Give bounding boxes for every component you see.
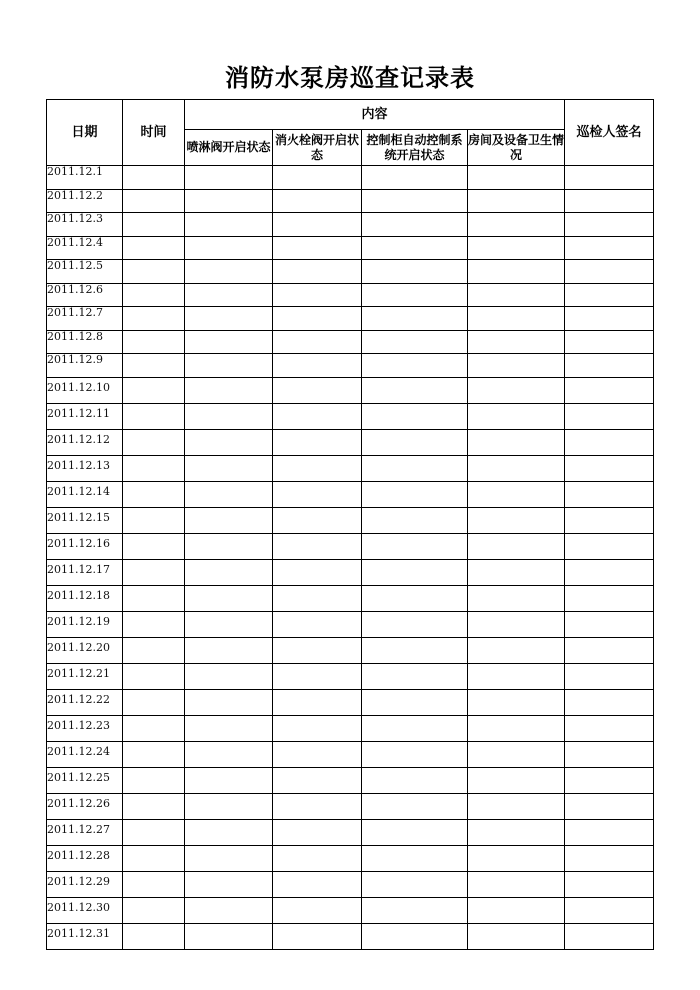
control-cabinet-cell[interactable] (362, 533, 468, 559)
control-cabinet-cell[interactable] (362, 189, 468, 213)
control-cabinet-cell[interactable] (362, 663, 468, 689)
date-cell (47, 533, 123, 559)
time-cell[interactable] (123, 637, 185, 663)
sprinkler-valve-cell[interactable] (185, 871, 273, 897)
room-hygiene-cell[interactable] (468, 377, 565, 403)
date-text: 2011.12.29 (47, 874, 110, 888)
header-time: 时间 (123, 100, 185, 166)
hydrant-valve-cell[interactable] (273, 189, 362, 213)
sprinkler-valve-cell[interactable] (185, 715, 273, 741)
date-text: 2011.12.5 (47, 260, 103, 272)
hydrant-valve-cell[interactable] (273, 559, 362, 585)
inspector-signature-cell[interactable] (565, 166, 654, 190)
table-row (47, 403, 654, 429)
date-text: 2011.12.13 (47, 458, 110, 472)
room-hygiene-cell[interactable] (468, 283, 565, 307)
sprinkler-valve-cell[interactable] (185, 637, 273, 663)
time-cell[interactable] (123, 213, 185, 237)
inspector-signature-cell[interactable] (565, 923, 654, 949)
room-hygiene-cell[interactable] (468, 897, 565, 923)
inspector-signature-cell[interactable] (565, 455, 654, 481)
time-cell[interactable] (123, 871, 185, 897)
room-hygiene-cell[interactable] (468, 637, 565, 663)
hydrant-valve-cell[interactable] (273, 283, 362, 307)
date-text: 2011.12.27 (47, 822, 110, 836)
table-row (47, 923, 654, 949)
date-cell (47, 611, 123, 637)
date-text: 2011.12.7 (47, 307, 103, 319)
control-cabinet-cell[interactable] (362, 715, 468, 741)
hydrant-valve-cell[interactable] (273, 871, 362, 897)
sprinkler-valve-cell[interactable] (185, 429, 273, 455)
table-row (47, 377, 654, 403)
date-text: 2011.12.31 (47, 926, 110, 940)
inspector-signature-cell[interactable] (565, 260, 654, 284)
room-hygiene-cell[interactable] (468, 767, 565, 793)
table-row (47, 429, 654, 455)
header-inspector: 巡检人签名 (565, 100, 654, 166)
date-text: 2011.12.3 (47, 213, 103, 225)
table-row (47, 236, 654, 260)
control-cabinet-cell[interactable] (362, 585, 468, 611)
sprinkler-valve-cell[interactable] (185, 189, 273, 213)
date-cell (47, 330, 123, 354)
time-cell[interactable] (123, 819, 185, 845)
hydrant-valve-cell[interactable] (273, 793, 362, 819)
date-text: 2011.12.18 (47, 588, 110, 602)
table-row (47, 455, 654, 481)
hydrant-valve-cell[interactable] (273, 507, 362, 533)
date-text: 2011.12.6 (47, 283, 103, 296)
date-cell (47, 307, 123, 331)
date-text: 2011.12.10 (47, 380, 110, 394)
date-cell (47, 871, 123, 897)
date-cell (47, 689, 123, 715)
hydrant-valve-cell[interactable] (273, 741, 362, 767)
sprinkler-valve-cell[interactable] (185, 330, 273, 354)
inspector-signature-cell[interactable] (565, 283, 654, 307)
hydrant-valve-cell[interactable] (273, 845, 362, 871)
table-row (47, 637, 654, 663)
time-cell[interactable] (123, 533, 185, 559)
inspector-signature-cell[interactable] (565, 585, 654, 611)
time-cell[interactable] (123, 307, 185, 331)
time-cell[interactable] (123, 611, 185, 637)
room-hygiene-cell[interactable] (468, 715, 565, 741)
control-cabinet-cell[interactable] (362, 429, 468, 455)
date-text: 2011.12.28 (47, 848, 110, 862)
date-cell (47, 481, 123, 507)
table-row (47, 354, 654, 378)
time-cell[interactable] (123, 283, 185, 307)
hydrant-valve-cell[interactable] (273, 663, 362, 689)
date-cell (47, 213, 123, 237)
hydrant-valve-cell[interactable] (273, 403, 362, 429)
control-cabinet-cell[interactable] (362, 611, 468, 637)
hydrant-valve-cell[interactable] (273, 897, 362, 923)
time-cell[interactable] (123, 429, 185, 455)
sprinkler-valve-cell[interactable] (185, 354, 273, 378)
sprinkler-valve-cell[interactable] (185, 213, 273, 237)
room-hygiene-cell[interactable] (468, 236, 565, 260)
control-cabinet-cell[interactable] (362, 923, 468, 949)
time-cell[interactable] (123, 767, 185, 793)
sprinkler-valve-cell[interactable] (185, 533, 273, 559)
control-cabinet-cell[interactable] (362, 793, 468, 819)
inspector-signature-cell[interactable] (565, 897, 654, 923)
date-cell (47, 793, 123, 819)
inspector-signature-cell[interactable] (565, 377, 654, 403)
date-cell (47, 429, 123, 455)
time-cell[interactable] (123, 330, 185, 354)
room-hygiene-cell[interactable] (468, 307, 565, 331)
control-cabinet-cell[interactable] (362, 845, 468, 871)
control-cabinet-cell[interactable] (362, 260, 468, 284)
sprinkler-valve-cell[interactable] (185, 897, 273, 923)
sprinkler-valve-cell[interactable] (185, 481, 273, 507)
date-cell (47, 767, 123, 793)
sprinkler-valve-cell[interactable] (185, 585, 273, 611)
inspector-signature-cell[interactable] (565, 767, 654, 793)
control-cabinet-cell[interactable] (362, 741, 468, 767)
date-text: 2011.12.22 (47, 692, 110, 706)
sprinkler-valve-cell[interactable] (185, 455, 273, 481)
control-cabinet-cell[interactable] (362, 481, 468, 507)
room-hygiene-cell[interactable] (468, 533, 565, 559)
sprinkler-valve-cell[interactable] (185, 559, 273, 585)
inspector-signature-cell[interactable] (565, 559, 654, 585)
date-text: 2011.12.20 (47, 640, 110, 654)
date-cell (47, 377, 123, 403)
inspector-signature-cell[interactable] (565, 871, 654, 897)
room-hygiene-cell[interactable] (468, 189, 565, 213)
control-cabinet-cell[interactable] (362, 330, 468, 354)
date-cell (47, 819, 123, 845)
control-cabinet-cell[interactable] (362, 236, 468, 260)
date-cell (47, 455, 123, 481)
date-text: 2011.12.15 (47, 510, 110, 524)
hydrant-valve-cell[interactable] (273, 213, 362, 237)
control-cabinet-cell[interactable] (362, 354, 468, 378)
time-cell[interactable] (123, 403, 185, 429)
table-row (47, 897, 654, 923)
sprinkler-valve-cell[interactable] (185, 663, 273, 689)
room-hygiene-cell[interactable] (468, 663, 565, 689)
control-cabinet-cell[interactable] (362, 507, 468, 533)
room-hygiene-cell[interactable] (468, 793, 565, 819)
sprinkler-valve-cell[interactable] (185, 260, 273, 284)
date-text: 2011.12.30 (47, 900, 110, 914)
room-hygiene-cell[interactable] (468, 429, 565, 455)
inspector-signature-cell[interactable] (565, 236, 654, 260)
header-room-hygiene: 房间及设备卫生情况 (468, 130, 565, 166)
room-hygiene-cell[interactable] (468, 260, 565, 284)
control-cabinet-cell[interactable] (362, 871, 468, 897)
hydrant-valve-cell[interactable] (273, 819, 362, 845)
date-text: 2011.12.19 (47, 614, 110, 628)
date-text: 2011.12.9 (47, 354, 103, 366)
sprinkler-valve-cell[interactable] (185, 377, 273, 403)
header-hydrant-valve: 消火栓阀开启状态 (273, 130, 362, 166)
time-cell[interactable] (123, 845, 185, 871)
date-text: 2011.12.16 (47, 536, 110, 550)
date-text: 2011.12.1 (47, 166, 103, 178)
hydrant-valve-cell[interactable] (273, 533, 362, 559)
inspector-signature-cell[interactable] (565, 507, 654, 533)
date-cell (47, 585, 123, 611)
table-row (47, 307, 654, 331)
time-cell[interactable] (123, 689, 185, 715)
inspector-signature-cell[interactable] (565, 213, 654, 237)
date-text: 2011.12.25 (47, 770, 110, 784)
date-cell (47, 260, 123, 284)
room-hygiene-cell[interactable] (468, 403, 565, 429)
sprinkler-valve-cell[interactable] (185, 793, 273, 819)
time-cell[interactable] (123, 741, 185, 767)
hydrant-valve-cell[interactable] (273, 455, 362, 481)
sprinkler-valve-cell[interactable] (185, 283, 273, 307)
table-row (47, 611, 654, 637)
table-row (47, 767, 654, 793)
room-hygiene-cell[interactable] (468, 585, 565, 611)
date-text: 2011.12.11 (47, 406, 110, 420)
room-hygiene-cell[interactable] (468, 819, 565, 845)
inspector-signature-cell[interactable] (565, 845, 654, 871)
date-cell (47, 715, 123, 741)
hydrant-valve-cell[interactable] (273, 307, 362, 331)
hydrant-valve-cell[interactable] (273, 923, 362, 949)
hydrant-valve-cell[interactable] (273, 611, 362, 637)
date-cell (47, 845, 123, 871)
inspector-signature-cell[interactable] (565, 481, 654, 507)
date-text: 2011.12.2 (47, 189, 103, 202)
inspector-signature-cell[interactable] (565, 330, 654, 354)
inspector-signature-cell[interactable] (565, 307, 654, 331)
date-cell (47, 559, 123, 585)
time-cell[interactable] (123, 923, 185, 949)
room-hygiene-cell[interactable] (468, 507, 565, 533)
date-text: 2011.12.14 (47, 484, 110, 498)
table-body (47, 166, 654, 950)
hydrant-valve-cell[interactable] (273, 429, 362, 455)
control-cabinet-cell[interactable] (362, 559, 468, 585)
hydrant-valve-cell[interactable] (273, 330, 362, 354)
sprinkler-valve-cell[interactable] (185, 845, 273, 871)
inspector-signature-cell[interactable] (565, 715, 654, 741)
date-text: 2011.12.4 (47, 236, 103, 249)
time-cell[interactable] (123, 585, 185, 611)
date-text: 2011.12.26 (47, 796, 110, 810)
time-cell[interactable] (123, 793, 185, 819)
hydrant-valve-cell[interactable] (273, 767, 362, 793)
sprinkler-valve-cell[interactable] (185, 307, 273, 331)
hydrant-valve-cell[interactable] (273, 715, 362, 741)
control-cabinet-cell[interactable] (362, 455, 468, 481)
sprinkler-valve-cell[interactable] (185, 923, 273, 949)
table-row (47, 819, 654, 845)
room-hygiene-cell[interactable] (468, 871, 565, 897)
room-hygiene-cell[interactable] (468, 611, 565, 637)
control-cabinet-cell[interactable] (362, 637, 468, 663)
room-hygiene-cell[interactable] (468, 354, 565, 378)
date-cell (47, 403, 123, 429)
date-cell (47, 507, 123, 533)
table-row (47, 533, 654, 559)
time-cell[interactable] (123, 897, 185, 923)
room-hygiene-cell[interactable] (468, 166, 565, 190)
sprinkler-valve-cell[interactable] (185, 611, 273, 637)
page-title: 消防水泵房巡查记录表 (225, 64, 475, 92)
time-cell[interactable] (123, 715, 185, 741)
hydrant-valve-cell[interactable] (273, 637, 362, 663)
table-row (47, 715, 654, 741)
time-cell[interactable] (123, 377, 185, 403)
table-row (47, 507, 654, 533)
table-row (47, 741, 654, 767)
control-cabinet-cell[interactable] (362, 283, 468, 307)
sprinkler-valve-cell[interactable] (185, 689, 273, 715)
time-cell[interactable] (123, 481, 185, 507)
sprinkler-valve-cell[interactable] (185, 741, 273, 767)
table-row (47, 793, 654, 819)
sprinkler-valve-cell[interactable] (185, 403, 273, 429)
table-row (47, 663, 654, 689)
time-cell[interactable] (123, 236, 185, 260)
date-text: 2011.12.21 (47, 666, 110, 680)
control-cabinet-cell[interactable] (362, 403, 468, 429)
date-cell (47, 189, 123, 213)
inspector-signature-cell[interactable] (565, 403, 654, 429)
date-cell (47, 663, 123, 689)
inspector-signature-cell[interactable] (565, 611, 654, 637)
control-cabinet-cell[interactable] (362, 213, 468, 237)
date-text: 2011.12.23 (47, 718, 110, 732)
hydrant-valve-cell[interactable] (273, 689, 362, 715)
table-row (47, 689, 654, 715)
inspector-signature-cell[interactable] (565, 429, 654, 455)
inspection-table (46, 99, 654, 950)
table-row (47, 585, 654, 611)
sprinkler-valve-cell[interactable] (185, 767, 273, 793)
control-cabinet-cell[interactable] (362, 689, 468, 715)
inspector-signature-cell[interactable] (565, 663, 654, 689)
date-cell (47, 354, 123, 378)
date-text: 2011.12.12 (47, 432, 110, 446)
inspector-signature-cell[interactable] (565, 689, 654, 715)
time-cell[interactable] (123, 455, 185, 481)
sprinkler-valve-cell[interactable] (185, 819, 273, 845)
room-hygiene-cell[interactable] (468, 741, 565, 767)
sprinkler-valve-cell[interactable] (185, 507, 273, 533)
time-cell[interactable] (123, 166, 185, 190)
sprinkler-valve-cell[interactable] (185, 166, 273, 190)
room-hygiene-cell[interactable] (468, 845, 565, 871)
inspector-signature-cell[interactable] (565, 189, 654, 213)
time-cell[interactable] (123, 507, 185, 533)
room-hygiene-cell[interactable] (468, 689, 565, 715)
inspector-signature-cell[interactable] (565, 741, 654, 767)
room-hygiene-cell[interactable] (468, 923, 565, 949)
hydrant-valve-cell[interactable] (273, 260, 362, 284)
table-row (47, 845, 654, 871)
header-content: 内容 (185, 100, 565, 130)
hydrant-valve-cell[interactable] (273, 354, 362, 378)
room-hygiene-cell[interactable] (468, 455, 565, 481)
inspector-signature-cell[interactable] (565, 819, 654, 845)
control-cabinet-cell[interactable] (362, 819, 468, 845)
control-cabinet-cell[interactable] (362, 307, 468, 331)
hydrant-valve-cell[interactable] (273, 166, 362, 190)
control-cabinet-cell[interactable] (362, 897, 468, 923)
date-cell (47, 741, 123, 767)
inspector-signature-cell[interactable] (565, 354, 654, 378)
date-cell (47, 637, 123, 663)
control-cabinet-cell[interactable] (362, 166, 468, 190)
table-row (47, 283, 654, 307)
control-cabinet-cell[interactable] (362, 767, 468, 793)
date-text: 2011.12.24 (47, 744, 110, 758)
table-row (47, 260, 654, 284)
date-cell (47, 283, 123, 307)
sprinkler-valve-cell[interactable] (185, 236, 273, 260)
inspector-signature-cell[interactable] (565, 793, 654, 819)
header-control-cabinet: 控制柜自动控制系统开启状态 (362, 130, 468, 166)
hydrant-valve-cell[interactable] (273, 481, 362, 507)
date-cell (47, 923, 123, 949)
header-date: 日期 (47, 100, 123, 166)
table-row (47, 213, 654, 237)
control-cabinet-cell[interactable] (362, 377, 468, 403)
hydrant-valve-cell[interactable] (273, 377, 362, 403)
table-row (47, 330, 654, 354)
date-cell (47, 166, 123, 190)
hydrant-valve-cell[interactable] (273, 585, 362, 611)
date-text: 2011.12.8 (47, 330, 103, 343)
table-row (47, 166, 654, 190)
table-row (47, 189, 654, 213)
hydrant-valve-cell[interactable] (273, 236, 362, 260)
time-cell[interactable] (123, 559, 185, 585)
time-cell[interactable] (123, 354, 185, 378)
room-hygiene-cell[interactable] (468, 481, 565, 507)
date-text: 2011.12.17 (47, 562, 110, 576)
time-cell[interactable] (123, 260, 185, 284)
time-cell[interactable] (123, 189, 185, 213)
table-row (47, 871, 654, 897)
room-hygiene-cell[interactable] (468, 559, 565, 585)
room-hygiene-cell[interactable] (468, 330, 565, 354)
date-cell (47, 897, 123, 923)
inspector-signature-cell[interactable] (565, 533, 654, 559)
table-row (47, 481, 654, 507)
room-hygiene-cell[interactable] (468, 213, 565, 237)
date-cell (47, 236, 123, 260)
table-row (47, 559, 654, 585)
time-cell[interactable] (123, 663, 185, 689)
header-sprinkler-valve: 喷淋阀开启状态 (185, 130, 273, 166)
inspector-signature-cell[interactable] (565, 637, 654, 663)
